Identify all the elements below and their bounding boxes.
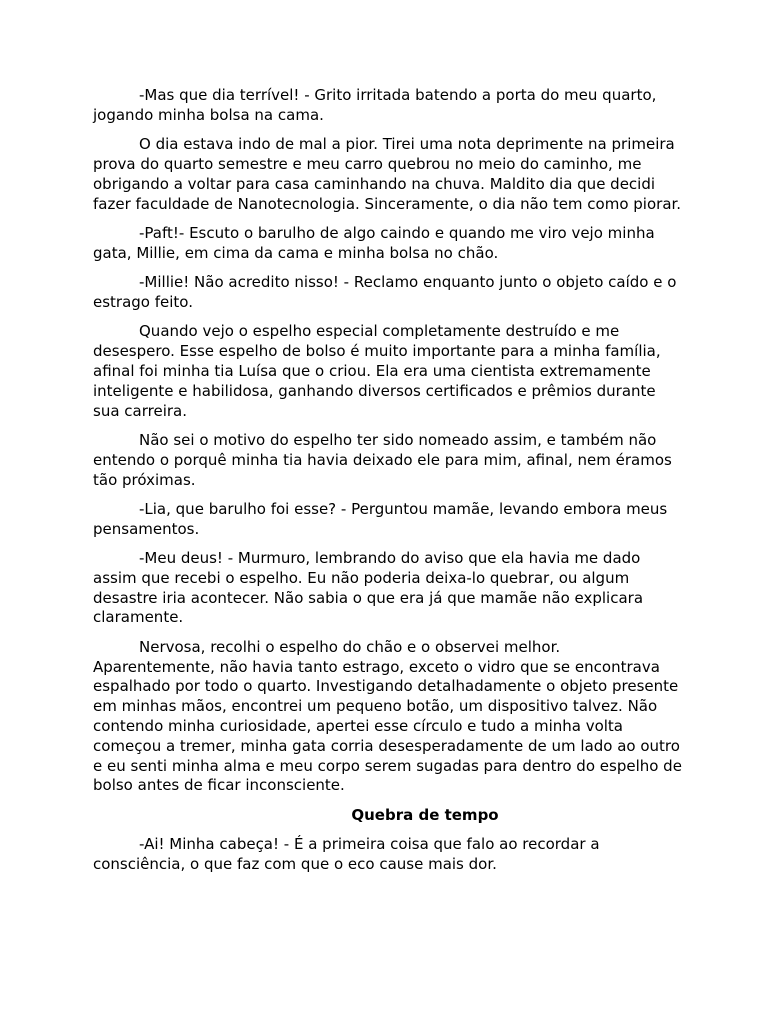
paragraph: Não sei o motivo do espelho ter sido nomeado assim, e também não entendo o porquê minha tia havia deixado ele para mim, afinal, nem éramos tão próximas. <box>93 430 672 489</box>
paragraph: O dia estava indo de mal a pior. Tirei uma nota deprimente na primeira prova do quarto semestre e meu carro quebrou no meio do caminho, me obrigando a voltar para casa caminhando na chuva. Maldito dia que decidi fazer faculdade de Nanotecnologia. Sinceramente, o dia não tem como piorar. <box>93 135 682 213</box>
paragraph: Quando vejo o espelho especial completamente destruído e me desespero. Esse espelho de bolso é muito importante para a minha família, afinal foi minha tia Luísa que o criou. Ela era uma cientista extremamente inteligente e habilidosa, ganhando diversos certificados e prêmios durante sua carreira. <box>93 322 661 420</box>
document-page <box>93 86 683 884</box>
paragraph: -Lia, que barulho foi esse? - Perguntou mamãe, levando embora meus pensamentos. <box>93 499 668 538</box>
paragraph: -Ai! Minha cabeça! - É a primeira coisa que falo ao recordar a consciência, o que faz com que o eco cause mais dor. <box>93 835 600 874</box>
section-heading: Quebra de tempo <box>351 805 499 824</box>
paragraph: -Millie! Não acredito nisso! - Reclamo enquanto junto o objeto caído e o estrago feito. <box>93 273 677 311</box>
paragraph: -Paft!- Escuto o barulho de algo caindo e quando me viro vejo minha gata, Millie, em cima da cama e minha bolsa no chão. <box>93 223 655 262</box>
paragraph: Nervosa, recolhi o espelho do chão e o observei melhor. Aparentemente, não havia tanto estrago, exceto o vidro que se encontrava espalhado por todo o quarto. Investigando detalhadamente o objeto presente em minhas mãos, encontrei um pequeno botão, um dispositivo talvez. Não contendo minha curiosidade, apertei esse círculo e tudo a minha volta começou a tremer, minha gata corria desesperadamente de um lado ao outro e eu senti minha alma e meu corpo serem sugadas para dentro do espelho de bolso antes de ficar inconsciente. <box>93 637 682 795</box>
paragraph: -Mas que dia terrível! - Grito irritada batendo a porta do meu quarto, jogando minha bolsa na cama. <box>93 86 657 124</box>
paragraph: -Meu deus! - Murmuro, lembrando do aviso que ela havia me dado assim que recebi o espelho. Eu não poderia deixa-lo quebrar, ou algum desastre iria acontecer. Não sabia o que era já que mamãe não explicara claramente. <box>93 549 644 627</box>
